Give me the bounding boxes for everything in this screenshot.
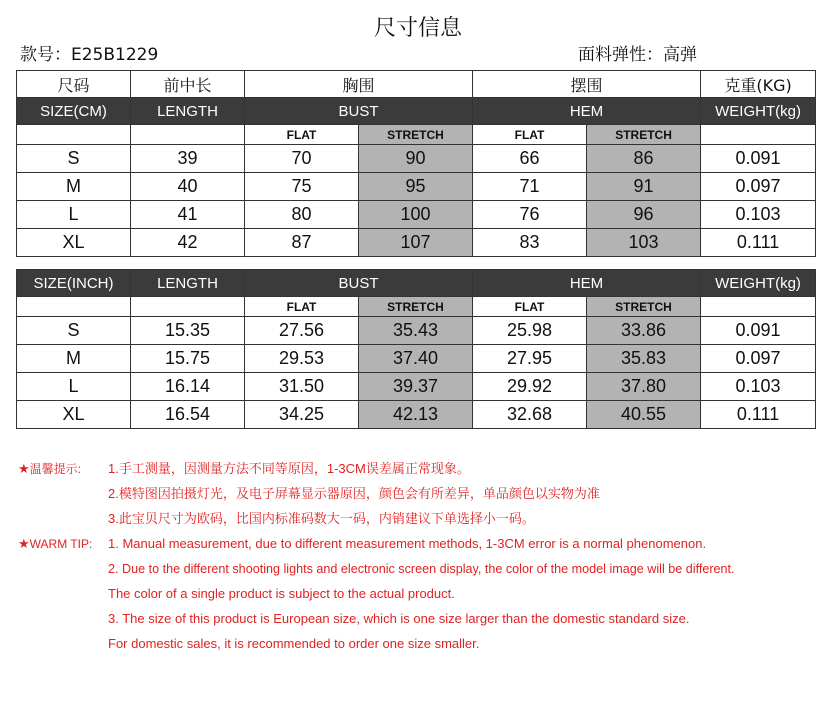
header-size: SIZE(INCH) — [17, 270, 131, 297]
table-header-row — [17, 98, 816, 125]
cell-length: 39 — [131, 145, 245, 173]
subheader-bust-flat: FLAT — [245, 125, 359, 145]
cell-hem-flat: 66 — [473, 145, 587, 173]
header-hem: HEM — [473, 98, 701, 125]
cell-length: 15.75 — [131, 345, 245, 373]
size-table-cm — [16, 70, 816, 257]
subheader-bust-stretch: STRETCH — [359, 125, 473, 145]
cell-size: M — [17, 173, 131, 201]
table-row — [17, 173, 816, 201]
cell-length: 40 — [131, 173, 245, 201]
cell-size: XL — [17, 229, 131, 257]
cell-length: 42 — [131, 229, 245, 257]
subheader-empty — [17, 297, 131, 317]
cell-hem-stretch: 37.80 — [587, 373, 701, 401]
table-row — [17, 317, 816, 345]
header-weight: WEIGHT(kg) — [701, 98, 816, 125]
cell-bust-flat: 31.50 — [245, 373, 359, 401]
en-tip-line: 2. Due to the different shooting lights and electronic screen display, the color of the model image will be different. — [108, 562, 735, 576]
table-row — [17, 345, 816, 373]
subheader-bust-stretch: STRETCH — [359, 297, 473, 317]
cell-length: 16.14 — [131, 373, 245, 401]
cell-weight: 0.111 — [701, 229, 816, 257]
cell-size: M — [17, 345, 131, 373]
cell-size: XL — [17, 401, 131, 429]
en-tip-line: For domestic sales, it is recommended to order one size smaller. — [108, 636, 480, 651]
cell-hem-flat: 83 — [473, 229, 587, 257]
header-bust: BUST — [245, 270, 473, 297]
subheader-empty — [17, 125, 131, 145]
cell-bust-stretch: 37.40 — [359, 345, 473, 373]
table-subheader-row — [17, 297, 816, 317]
cell-bust-stretch: 107 — [359, 229, 473, 257]
cell-hem-stretch: 96 — [587, 201, 701, 229]
cn-tip-line: 2.模特图因拍摄灯光，及电子屏幕显示器原因，颜色会有所差异，单品颜色以实物为准 — [108, 486, 600, 501]
header-size: SIZE(CM) — [17, 98, 131, 125]
header-hem-cn: 摆围 — [473, 71, 701, 98]
cell-hem-stretch: 33.86 — [587, 317, 701, 345]
size-table-inch — [16, 269, 816, 429]
subheader-hem-stretch: STRETCH — [587, 125, 701, 145]
table-header-row-cn — [17, 71, 816, 98]
header-hem: HEM — [473, 270, 701, 297]
cn-tip-line: 1.手工测量，因测量方法不同等原因，1-3CM误差属正常现象。 — [108, 461, 470, 476]
cell-size: S — [17, 145, 131, 173]
cell-weight: 0.103 — [701, 201, 816, 229]
table-header-row — [17, 270, 816, 297]
header-length: LENGTH — [131, 270, 245, 297]
cell-weight: 0.091 — [701, 317, 816, 345]
subheader-empty — [701, 125, 816, 145]
cell-bust-stretch: 42.13 — [359, 401, 473, 429]
cell-size: S — [17, 317, 131, 345]
en-tip-label: ★WARM TIP: — [18, 536, 93, 551]
cell-weight: 0.097 — [701, 345, 816, 373]
table-subheader-row — [17, 125, 816, 145]
cell-length: 41 — [131, 201, 245, 229]
subheader-bust-flat: FLAT — [245, 297, 359, 317]
header-size-cn: 尺码 — [17, 71, 131, 98]
subheader-empty — [131, 125, 245, 145]
cell-weight: 0.097 — [701, 173, 816, 201]
fabric-elasticity: 面料弹性：高弹 — [578, 45, 697, 65]
cell-hem-flat: 76 — [473, 201, 587, 229]
subheader-hem-stretch: STRETCH — [587, 297, 701, 317]
table-row — [17, 373, 816, 401]
header-weight: WEIGHT(kg) — [701, 270, 816, 297]
table-row — [17, 229, 816, 257]
cell-bust-stretch: 95 — [359, 173, 473, 201]
cell-bust-flat: 70 — [245, 145, 359, 173]
cell-hem-stretch: 86 — [587, 145, 701, 173]
cell-bust-stretch: 39.37 — [359, 373, 473, 401]
en-tip-line: 1. Manual measurement, due to different measurement methods, 1-3CM error is a normal phenomenon. — [108, 536, 707, 551]
subheader-empty — [131, 297, 245, 317]
header-bust-cn: 胸围 — [245, 71, 473, 98]
header-length-cn: 前中长 — [131, 71, 245, 98]
cell-size: L — [17, 373, 131, 401]
page-title: 尺寸信息 — [373, 16, 462, 41]
table-row — [17, 401, 816, 429]
cell-hem-stretch: 40.55 — [587, 401, 701, 429]
cn-tip-line: 3.此宝贝尺寸为欧码，比国内标准码数大一码，内销建议下单选择小一码。 — [108, 511, 535, 526]
cell-bust-flat: 27.56 — [245, 317, 359, 345]
cell-bust-flat: 29.53 — [245, 345, 359, 373]
cell-bust-stretch: 90 — [359, 145, 473, 173]
cell-size: L — [17, 201, 131, 229]
table-row — [17, 201, 816, 229]
table-row — [17, 145, 816, 173]
cell-weight: 0.103 — [701, 373, 816, 401]
cell-hem-stretch: 91 — [587, 173, 701, 201]
star-icon: ★ — [18, 461, 30, 476]
cell-bust-stretch: 100 — [359, 201, 473, 229]
cell-length: 15.35 — [131, 317, 245, 345]
header-weight-cn: 克重(KG) — [701, 71, 816, 98]
cell-hem-flat: 25.98 — [473, 317, 587, 345]
cell-bust-flat: 87 — [245, 229, 359, 257]
cn-tip-label: ★温馨提示: — [18, 461, 81, 476]
cell-weight: 0.111 — [701, 401, 816, 429]
cell-weight: 0.091 — [701, 145, 816, 173]
style-number: 款号：E25B1229 — [20, 45, 159, 65]
en-tip-line: The color of a single product is subject to the actual product. — [108, 586, 455, 601]
cell-length: 16.54 — [131, 401, 245, 429]
subheader-hem-flat: FLAT — [473, 297, 587, 317]
subheader-empty — [701, 297, 816, 317]
cell-hem-flat: 32.68 — [473, 401, 587, 429]
cell-hem-flat: 27.95 — [473, 345, 587, 373]
cell-hem-stretch: 35.83 — [587, 345, 701, 373]
en-tip-line: 3. The size of this product is European size, which is one size larger than the domestic standard size. — [108, 611, 690, 626]
subheader-hem-flat: FLAT — [473, 125, 587, 145]
cell-hem-flat: 29.92 — [473, 373, 587, 401]
cell-hem-flat: 71 — [473, 173, 587, 201]
cell-bust-flat: 34.25 — [245, 401, 359, 429]
cell-bust-stretch: 35.43 — [359, 317, 473, 345]
header-length: LENGTH — [131, 98, 245, 125]
cell-bust-flat: 75 — [245, 173, 359, 201]
cell-hem-stretch: 103 — [587, 229, 701, 257]
header-bust: BUST — [245, 98, 473, 125]
star-icon: ★ — [18, 536, 30, 551]
cell-bust-flat: 80 — [245, 201, 359, 229]
